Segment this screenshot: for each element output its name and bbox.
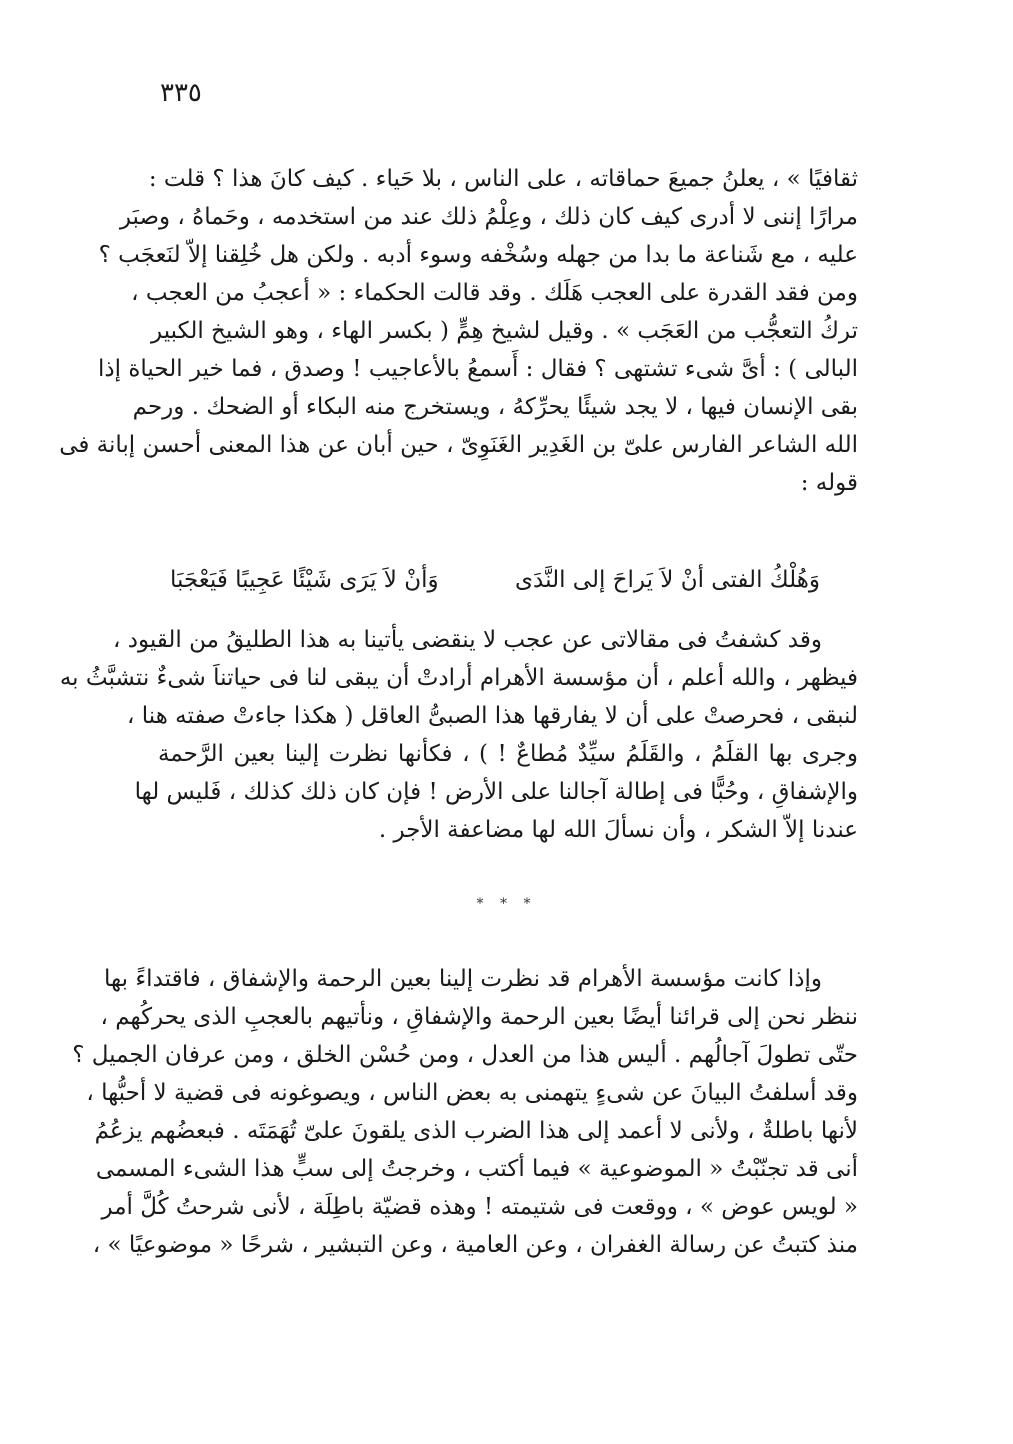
- paragraph-1-line: قوله :: [800, 470, 858, 496]
- paragraph-2-line: وجرى بها القلَمُ ، والقَلَمُ سيِّدٌ مُطاعٌ ! ) ، فكأنها نظرت إلينا بعين الرَّحمة: [158, 741, 858, 767]
- paragraph-2: [59, 621, 858, 849]
- verse-second-hemistich: وَأنْ لاَ يَرَى شَيْئًا عَجِيبًا فَيَعْجَبَا: [170, 567, 439, 593]
- paragraph-1-line: ومن فقد القدرة على العجب هَلَك . وقد قالت الحكماء : « أعجبُ من العجب ،: [131, 280, 858, 306]
- poetry-verse: [170, 560, 820, 600]
- paragraph-3-line: حتّى تطولَ آجالُهم . أليس هذا من العدل ، ومن حُسْن الخلق ، ومن عرفان الجميل ؟: [72, 1042, 858, 1068]
- paragraph-3-line: لأنها باطلةٌ ، ولأنى لا أعمد إلى هذا الضرب الذى يلقونَ علىّ تُهَمَتَه . فبعضُهم يزعُمُ: [94, 1118, 858, 1144]
- paragraph-1-line: عليه ، مع شَناعة ما بدا من جهله وسُخْفه وسوء أدبه . ولكن هل خُلِقنا إلاّ لنَعجَب ؟: [98, 242, 858, 268]
- paragraph-2-line: والإشفاقِ ، وحُبًّا فى إطالة آجالنا على الأرض ! فإن كان ذلك كذلك ، فَليس لها: [134, 779, 858, 805]
- page-number: ٣٣٥: [160, 78, 202, 108]
- paragraph-1-line: تركُ التعجُّب من العَجَب » . وقيل لشيخ هِمٍّ ( بكسر الهاء ، وهو الشيخ الكبير: [151, 318, 858, 344]
- verse-first-hemistich: وَهُلْكُ الفتى أنْ لاَ يَراحَ إلى النَّدَى: [515, 567, 820, 593]
- paragraph-3-line: ننظر نحن إلى قرائنا أيضًا بعين الرحمة والإشفاقِ ، ونأتيهم بالعجبِ الذى يحركُهم ،: [100, 1004, 858, 1030]
- paragraph-3-line: وإذا كانت مؤسسة الأهرام قد نظرت إلينا بعين الرحمة والإشفاق ، فاقتداءً بها: [104, 966, 822, 992]
- paragraph-1-line: مرارًا إننى لا أدرى كيف كان ذلك ، وعِلْمُ ذلك عند من استخدمه ، وحَماهُ ، وصبَر: [119, 204, 858, 230]
- paragraph-3-line: منذ كتبتُ عن رسالة الغفران ، وعن العامية ، وعن التبشير ، شرحًا « موضوعيًا » ،: [92, 1232, 858, 1258]
- paragraph-2-line: لنبقى ، فحرصتْ على أن لا يفارقها هذا الصبىُّ العاقل ( هكذا جاءتْ صفته هنا ،: [127, 703, 858, 729]
- paragraph-1-line: بقى الإنسان فيها ، لا يجد شيئًا يحرِّكهُ ، ويستخرج منه البكاء أو الضحك . ورحم: [132, 394, 858, 420]
- paragraph-3-line: « لويس عوض » ، ووقعت فى شتيمته ! وهذه قضيّة باطِلَة ، لأنى شرحتُ كُلَّ أمر: [101, 1194, 858, 1220]
- paragraph-2-line: فيظهر ، والله أعلم ، أن مؤسسة الأهرام أرادتْ أن يبقى لنا فى حياتناَ شىءٌ نتشبَّثُ به: [59, 665, 858, 691]
- paragraph-1: [59, 160, 858, 502]
- section-separator: * * *: [476, 896, 537, 912]
- paragraph-2-line: عندنا إلاّ الشكر ، وأن نسألَ الله لها مضاعفة الأجر .: [378, 817, 858, 843]
- paragraph-1-line: الله الشاعر الفارس علىّ بن الغَدِير الغَنَوِىّ ، حين أبان عن هذا المعنى أحسن إبانة فى: [59, 432, 858, 458]
- paragraph-3-line: وقد أسلفتُ البيانَ عن شىءٍ يتهمنى به بعض الناس ، ويصوغونه فى قضية لا أحبُّها ،: [86, 1080, 858, 1106]
- paragraph-3: [72, 960, 858, 1264]
- paragraph-2-line: وقد كشفتُ فى مقالاتى عن عجب لا ينقضى يأتينا به هذا الطليقُ من القيود ،: [112, 627, 822, 653]
- paragraph-1-line: ثقافيًا » ، يعلنُ جميعَ حماقاته ، على الناس ، بلا حَياء . كيف كانَ هذا ؟ قلت :: [148, 166, 858, 192]
- paragraph-3-line: أنى قد تجنّبْتُ « الموضوعية » فيما أكتب ، وخرجتُ إلى سبٍّ هذا الشىء المسمى: [95, 1156, 858, 1182]
- paragraph-1-line: البالى ) : أىَّ شىء تشتهى ؟ فقال : أَسمعُ بالأعاجيب ! وصدق ، فما خير الحياة إذا: [98, 356, 858, 382]
